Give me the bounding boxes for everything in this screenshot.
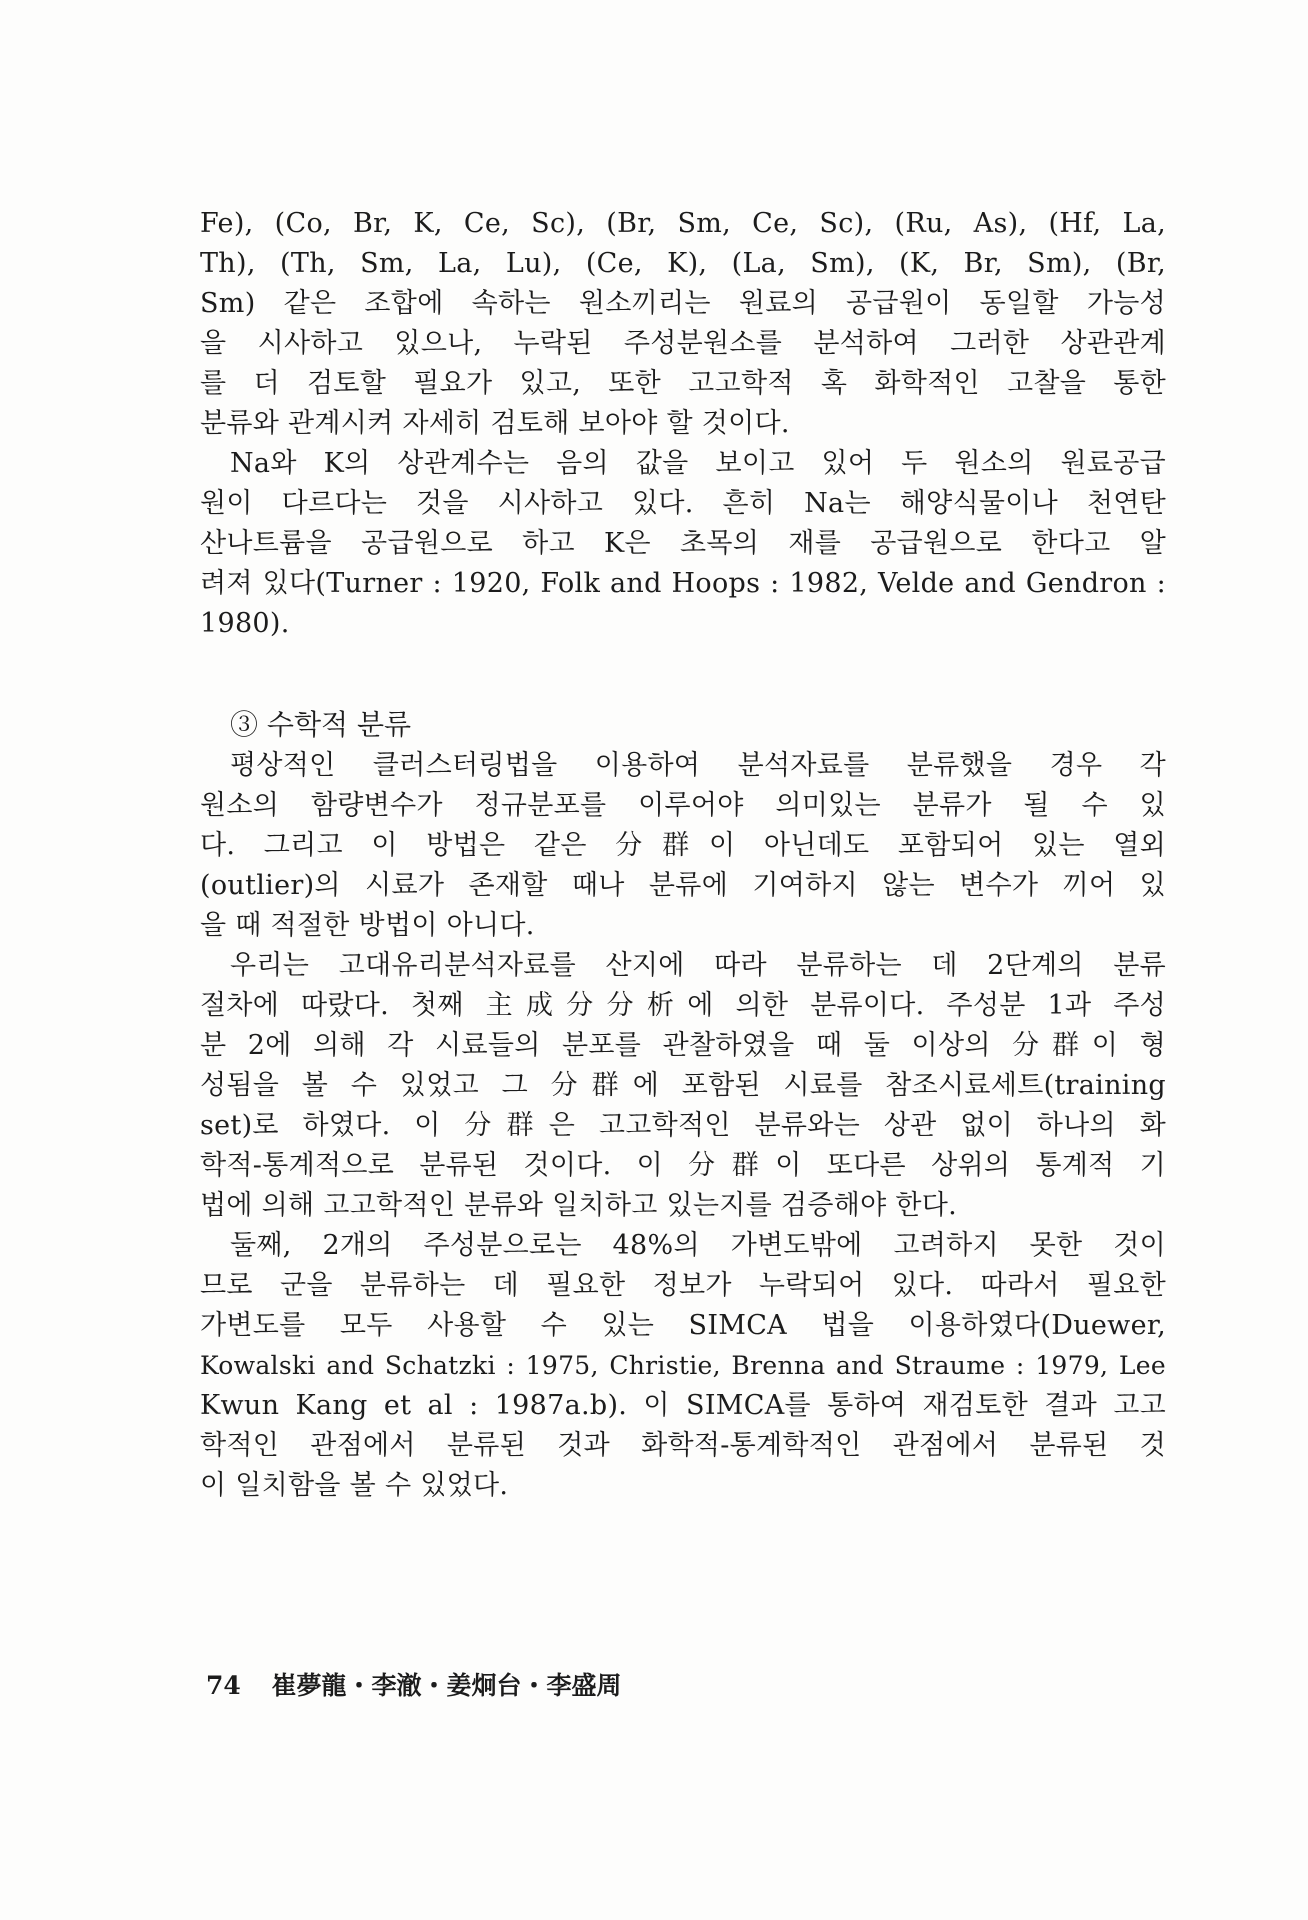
text-line: 1980). [200, 608, 290, 639]
page-footer [206, 1666, 622, 1702]
text-line: Th), (Th, Sm, La, Lu), (Ce, K), (La, Sm), (K, Br, Sm), (Br, [200, 248, 1166, 279]
text-line: Na와 K의 상관계수는 음의 값을 보이고 있어 두 원소의 원료공급 [230, 448, 1166, 479]
text-line: 가변도를 모두 사용할 수 있는 SIMCA 법을 이용하였다(Duewer, [200, 1310, 1166, 1341]
text-line: 이 일치함을 볼 수 있었다. [200, 1470, 509, 1501]
text-line: 원이 다르다는 것을 시사하고 있다. 흔히 Na는 해양식물이나 천연탄 [200, 488, 1166, 519]
text-line: Kwun Kang et al : 1987a.b). 이 SIMCA를 통하여 재검토한 결과 고고 [200, 1390, 1166, 1421]
text-line: 므로 군을 분류하는 데 필요한 정보가 누락되어 있다. 따라서 필요한 [200, 1270, 1166, 1301]
text-line: 성됨을 볼 수 있었고 그 分群에 포함된 시료를 참조시료세트(training [200, 1070, 1166, 1101]
text-line: 산나트륨을 공급원으로 하고 K은 초목의 재를 공급원으로 한다고 알 [200, 528, 1166, 559]
author-names: 崔夢龍・李澈・姜炯台・李盛周 [271, 1671, 622, 1700]
text-line: 분 2에 의해 각 시료들의 분포를 관찰하였을 때 둘 이상의 分群이 형 [200, 1030, 1166, 1061]
text-line: 다. 그리고 이 방법은 같은 分群이 아닌데도 포함되어 있는 열외 [200, 830, 1166, 861]
text-line: 원소의 함량변수가 정규분포를 이루어야 의미있는 분류가 될 수 있 [200, 790, 1166, 821]
text-line: set)로 하였다. 이 分群은 고고학적인 분류와는 상관 없이 하나의 화 [200, 1110, 1166, 1141]
page-number: 74 [206, 1671, 241, 1700]
text-line: 우리는 고대유리분석자료를 산지에 따라 분류하는 데 2단계의 분류 [230, 950, 1166, 981]
body-text [200, 204, 1166, 1506]
text-line: 절차에 따랐다. 첫째 主成分分析에 의한 분류이다. 주성분 1과 주성 [200, 990, 1166, 1021]
text-line: 을 때 적절한 방법이 아니다. [200, 910, 535, 941]
text-line: 분류와 관계시켜 자세히 검토해 보아야 할 것이다. [200, 408, 790, 439]
text-line: 를 더 검토할 필요가 있고, 또한 고고학적 혹 화학적인 고찰을 통한 [200, 368, 1166, 399]
text-line: 려져 있다(Turner : 1920, Folk and Hoops : 1982, Velde and Gendron : [200, 568, 1166, 599]
section-gap [200, 644, 1166, 704]
text-line: 법에 의해 고고학적인 분류와 일치하고 있는지를 검증해야 한다. [200, 1190, 957, 1221]
text-line: Kowalski and Schatzki : 1975, Christie, Brenna and Straume : 1979, Lee [200, 1351, 1166, 1380]
text-line: 평상적인 클러스터링법을 이용하여 분석자료를 분류했을 경우 각 [230, 750, 1166, 781]
text-line: Fe), (Co, Br, K, Ce, Sc), (Br, Sm, Ce, Sc), (Ru, As), (Hf, La, [200, 208, 1166, 239]
text-line: 둘째, 2개의 주성분으로는 48%의 가변도밖에 고려하지 못한 것이 [230, 1230, 1166, 1261]
text-line: (outlier)의 시료가 존재할 때나 분류에 기여하지 않는 변수가 끼어 있 [200, 870, 1166, 901]
section-heading: ③ 수학적 분류 [230, 708, 412, 741]
text-line: 을 시사하고 있으나, 누락된 주성분원소를 분석하여 그러한 상관관계 [200, 328, 1166, 359]
text-line: 학적-통계적으로 분류된 것이다. 이 分群이 또다른 상위의 통계적 기 [200, 1150, 1166, 1181]
text-line: Sm) 같은 조합에 속하는 원소끼리는 원료의 공급원이 동일할 가능성 [200, 288, 1166, 319]
text-line: 학적인 관점에서 분류된 것과 화학적-통계학적인 관점에서 분류된 것 [200, 1430, 1166, 1461]
